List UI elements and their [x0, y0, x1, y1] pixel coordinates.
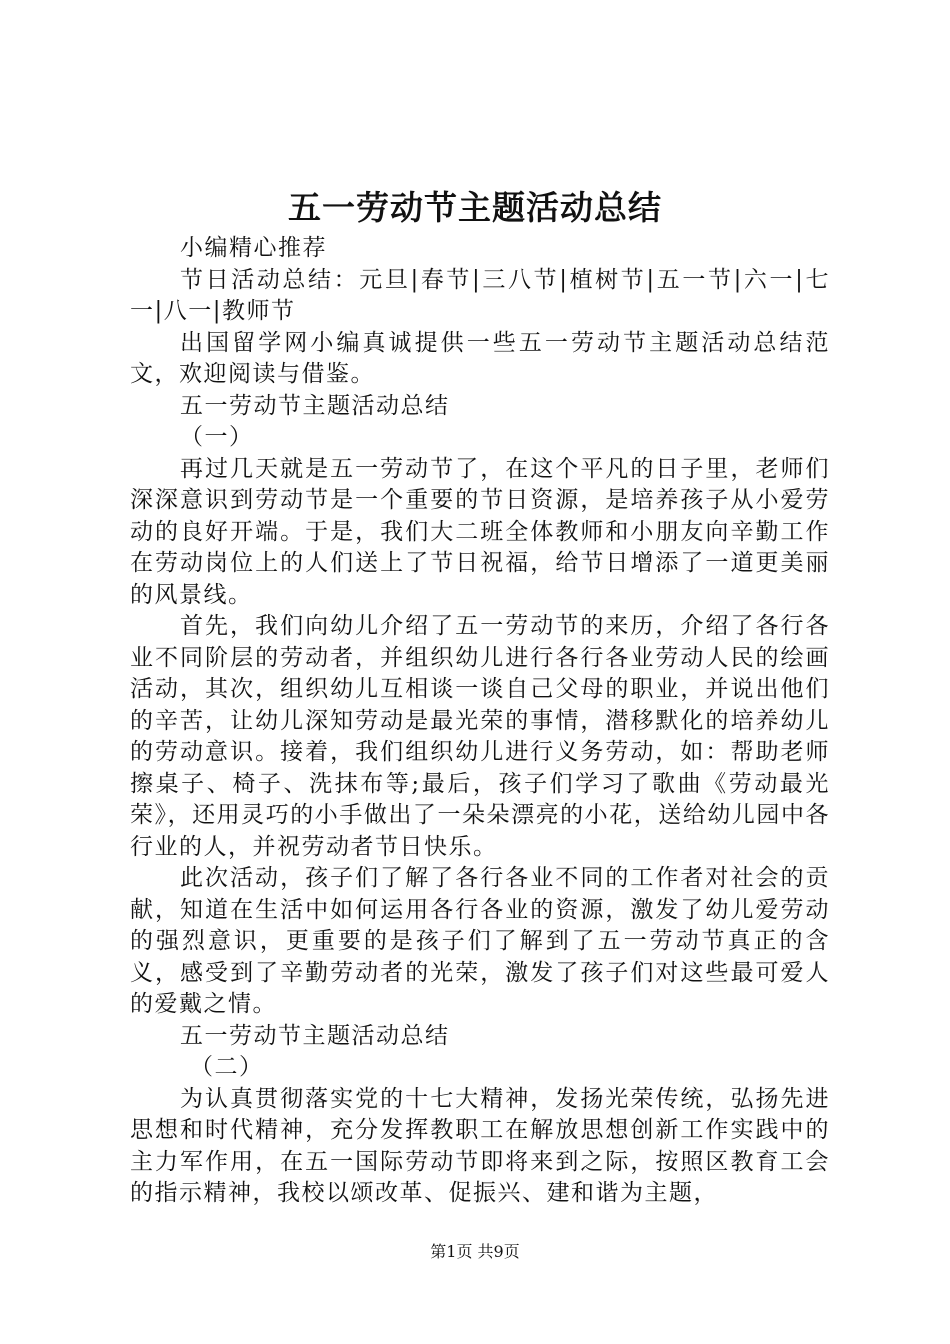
section-heading: 五一劳动节主题活动总结	[180, 1022, 450, 1049]
paragraph: 小编精心推荐	[180, 235, 327, 261]
document-title: 五一劳动节主题活动总结	[288, 188, 662, 227]
section-heading: 五一劳动节主题活动总结	[180, 392, 450, 419]
section-number: （二）	[190, 1054, 264, 1080]
paragraph: 此次活动，孩子们了解了各行各业不同的工作者对社会的贡献，知道在生活中如何运用各行各业的资源，激发了幼儿爱劳动的强烈意识，更重要的是孩子们了解到了五一劳动节真正的含义，感受到了辛勤劳动者的光荣，激发了孩子们对这些最可爱人的爱戴之情。	[130, 865, 830, 1017]
paragraph: 首先，我们向幼儿介绍了五一劳动节的来历，介绍了各行各业不同阶层的劳动者，并组织幼儿进行各行各业劳动人民的绘画活动，其次，组织幼儿互相谈一谈自己父母的职业，并说出他们的辛苦，让幼儿深知劳动是最光荣的事情，潜移默化的培养幼儿的劳动意识。接着，我们组织幼儿进行义务劳动，如：帮助老师擦桌子、椅子、洗抹布等;最后，孩子们学习了歌曲《劳动最光荣》，还用灵巧的小手做出了一朵朵漂亮的小花，送给幼儿园中各行业的人，并祝劳动者节日快乐。	[130, 613, 830, 860]
paragraph: 出国留学网小编真诚提供一些五一劳动节主题活动总结范文，欢迎阅读与借鉴。	[130, 329, 830, 387]
document-body	[130, 233, 830, 1210]
page-footer: 第1页 共9页	[430, 1242, 520, 1261]
paragraph: 再过几天就是五一劳动节了，在这个平凡的日子里，老师们深深意识到劳动节是一个重要的节日资源，是培养孩子从小爱劳动的良好开端。于是，我们大二班全体教师和小朋友向辛勤工作在劳动岗位上的人们送上了节日祝福，给节日增添了一道更美丽的风景线。	[130, 455, 830, 608]
section-number: （一）	[180, 424, 254, 450]
paragraph: 为认真贯彻落实党的十七大精神，发扬光荣传统，弘扬先进思想和时代精神，充分发挥教职工在解放思想创新工作实践中的主力军作用，在五一国际劳动节即将来到之际，按照区教育工会的指示精神，我校以颂改革、促振兴、建和谐为主题，	[130, 1085, 830, 1206]
paragraph: 节日活动总结：元旦|春节|三八节|植树节|五一节|六一|七一|八一|教师节	[130, 266, 830, 324]
